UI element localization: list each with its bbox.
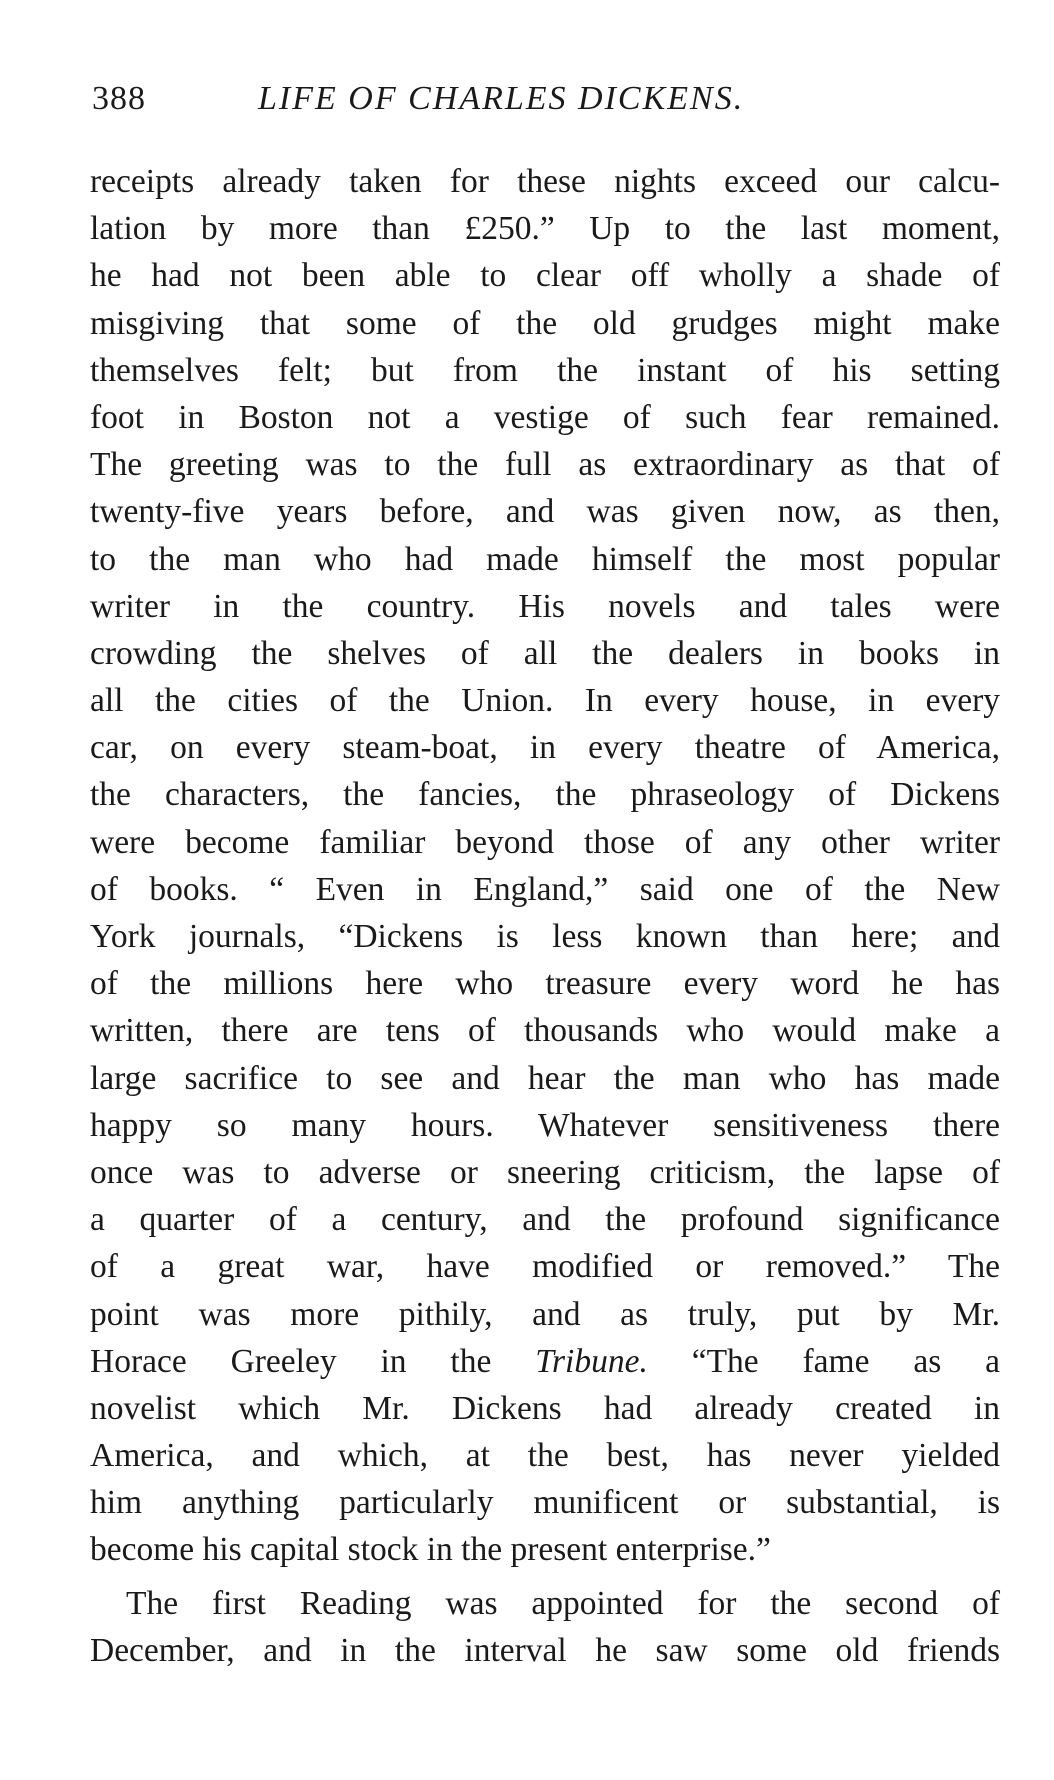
paragraph: [90, 158, 1000, 1574]
text-line: misgiving that some of the old grudges might make: [90, 304, 1000, 342]
text-line: twenty-five years before, and was given now, as then,: [90, 493, 1000, 531]
text-line: become his capital stock in the present enterprise.”: [90, 1531, 771, 1569]
body-text: [90, 158, 1000, 1674]
text-line: a quarter of a century, and the profound significance: [90, 1201, 1000, 1239]
running-title: LIFE OF CHARLES DICKENS.: [258, 80, 745, 117]
paragraph: [90, 1580, 1000, 1674]
newspaper-title: Tribune.: [535, 1342, 648, 1380]
text-line: happy so many hours. Whatever sensitiveness there: [90, 1106, 1000, 1144]
text-line: themselves felt; but from the instant of his setting: [90, 351, 1000, 389]
text-line: car, on every steam-boat, in every theatre of America,: [90, 729, 1000, 767]
text-line: all the cities of the Union. In every house, in every: [90, 682, 1000, 720]
text-line: lation by more than £250.” Up to the last moment,: [90, 210, 1000, 248]
page-header: [92, 80, 1002, 130]
text-line: America, and which, at the best, has never yielded: [90, 1437, 1000, 1475]
text-line: he had not been able to clear off wholly a shade of: [90, 257, 1000, 295]
text-line: him anything particularly munificent or substantial, is: [90, 1484, 1000, 1522]
text-line: to the man who had made himself the most popular: [90, 540, 1000, 578]
text-line: writer in the country. His novels and tales were: [90, 587, 1000, 625]
text-line: of a great war, have modified or removed.” The: [90, 1248, 1000, 1286]
text-line: point was more pithily, and as truly, put by Mr.: [90, 1295, 1000, 1333]
text-line: crowding the shelves of all the dealers in books in: [90, 634, 1000, 672]
text-line: written, there are tens of thousands who would make a: [90, 1012, 1000, 1050]
text-line: were become familiar beyond those of any other writer: [90, 823, 1000, 861]
text-segment: “The fame as a: [691, 1342, 1000, 1380]
text-line: York journals, “Dickens is less known than here; and: [90, 918, 1000, 955]
page-number: 388: [92, 80, 146, 117]
text-line: novelist which Mr. Dickens had already created in: [90, 1389, 1000, 1427]
text-line: large sacrifice to see and hear the man who has made: [90, 1059, 1000, 1097]
text-line: once was to adverse or sneering criticism, the lapse of: [90, 1153, 1000, 1191]
text-line-with-italic: [90, 1338, 1000, 1385]
text-line: the characters, the fancies, the phraseology of Dickens: [90, 776, 1000, 814]
text-line: The greeting was to the full as extraordinary as that of: [90, 446, 1000, 484]
text-line: of books. “ Even in England,” said one of the New: [90, 870, 1000, 908]
text-line: receipts already taken for these nights exceed our calcu-: [90, 163, 1000, 200]
text-line: foot in Boston not a vestige of such fear remained.: [90, 398, 1000, 436]
text-line: The first Reading was appointed for the second of: [126, 1584, 1000, 1622]
text-segment: Horace Greeley in the: [90, 1342, 492, 1380]
text-line: December, and in the interval he saw some old friends: [90, 1631, 1000, 1669]
text-line: of the millions here who treasure every word he has: [90, 965, 1000, 1003]
